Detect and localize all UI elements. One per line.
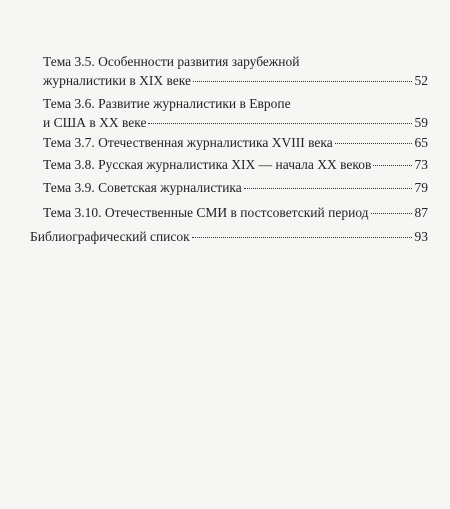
dot-leader <box>192 237 412 238</box>
toc-entry-title-continued: журналистики в XIX веке <box>43 73 192 88</box>
toc-entry-3-6[interactable] <box>43 94 428 132</box>
toc-entry-3-10[interactable] <box>43 203 428 222</box>
toc-page-number: 93 <box>414 229 428 244</box>
dot-leader <box>335 143 412 144</box>
dot-leader <box>373 165 411 166</box>
toc-page-number: 65 <box>414 135 428 150</box>
dot-leader <box>244 188 412 189</box>
dot-leader <box>193 81 411 82</box>
toc-page-number: 87 <box>414 205 428 220</box>
dot-leader <box>371 213 412 214</box>
toc-entry-title: Тема 3.9. Советская журналистика <box>43 180 242 195</box>
toc-entry-title: Тема 3.6. Развитие журналистики в Европе <box>43 96 291 111</box>
toc-entry-3-7[interactable] <box>43 133 428 152</box>
toc-page-number: 73 <box>414 157 428 172</box>
toc-entry-title: Библиографический список <box>30 229 190 244</box>
toc-entry-3-8[interactable] <box>43 155 428 174</box>
toc-page-number: 59 <box>414 115 428 130</box>
toc-page-number: 79 <box>414 180 428 195</box>
toc-entry-3-9[interactable] <box>43 178 428 197</box>
toc-entry-title-continued: и США в XX веке <box>43 115 147 130</box>
toc-page-number: 52 <box>414 73 428 88</box>
toc-entry-bibliography[interactable] <box>30 227 428 246</box>
toc-entry-title: Тема 3.10. Отечественные СМИ в постсоветский период <box>43 205 369 220</box>
toc-entry-title: Тема 3.5. Особенности развития зарубежной <box>43 54 300 69</box>
dot-leader <box>148 123 411 124</box>
toc-entry-title: Тема 3.7. Отечественная журналистика XVIII века <box>43 135 333 150</box>
toc-entry-title: Тема 3.8. Русская журналистика XIX — начала XX веков <box>43 157 372 172</box>
toc-entry-3-5[interactable] <box>43 52 428 90</box>
